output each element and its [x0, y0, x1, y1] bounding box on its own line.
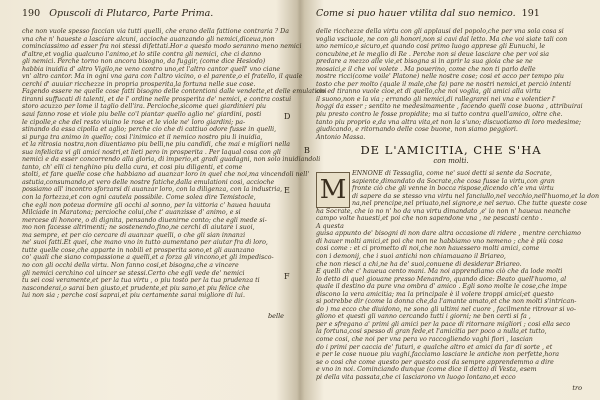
text-line: lo detto di quel giouane presso Menandro, quando dice: Beato quell'huomo, al — [316, 275, 567, 283]
text-line: nostre ricci(come voile' Platone) nelle nostre cose; cosi et acco per tempo piu — [316, 73, 564, 81]
text-line: cominciassimo ad esser fra noi stessi difettati.Hor a questo modo seranno meno nemici — [22, 43, 302, 51]
text-line: no con gli occhi della virtu. Non fanno cosi,et bisogna,che a vincere — [22, 261, 239, 269]
text-line: le cipolle,e che del resto viuino le rose et le viole ne' loro giardini; pa- — [22, 118, 246, 126]
left-running-head — [22, 8, 290, 19]
text-line: che egli non poteua dormire gli occhi al sonno, per la vittoria c' hauea hauuta — [22, 201, 271, 209]
right-running-head — [316, 8, 586, 19]
text-line: do i primi per caccia de' futuri, e qualche altro et amici da far di sorte , et — [316, 343, 553, 351]
text-line: vn' altro cantor. Ma in ogni vna gara con l'altro vicino, o el parente,o el fratello, il quale — [22, 73, 303, 81]
text-line: E quelli che c' haueua cento mani. Ma noi apprendiamo ciò che da lode molti — [316, 268, 563, 276]
text-line: d'altre,et voglia qualcuno l'animo,et lo stile contra gli nemici, che ci danno — [22, 50, 261, 58]
text-line: possiamo all' incontro sforzarsi di auanzar loro, con la diligenza, con la industria, — [22, 186, 283, 194]
text-line: si purga tra animo in quello; cosi l'inimico et il nemico nostro piu li inuidia, — [22, 133, 263, 141]
text-line: come cosi, che noi per vna pera vo raccogliendo vaghi fiori , lascian — [316, 336, 533, 344]
chapter-title: DE L'AMICITIA, CHE S'HA — [360, 143, 542, 157]
text-line: guisa appunto de' bisogni di non dare altra occasione di ridere , mentre cerchiamo — [316, 230, 581, 238]
text-line: na,nel prencipe,nel priuato,nel signore,e nel seruo. Che tutte queste cose — [352, 200, 588, 208]
left-catchword: belle — [267, 312, 284, 320]
text-line: di sapere da se stesso vna virtu nel fanciullo,nel vecchio,nell'huomo,et la don — [352, 192, 600, 200]
left-running-title: Opuscoli di Plutarco, Parte Prima. — [49, 8, 214, 19]
text-line: gli nemici cerchino col uincer se stessi.Certo che egli vede de' nemici — [22, 269, 245, 277]
text-line: delle ricchezze della virtu con gli applausi del popolo,che per vna sola cosa si — [316, 28, 564, 35]
text-line: mercese di honore, o di dignita, pensando diuenirne conto; che egli mede si- — [22, 216, 267, 224]
text-line: la fortuna,cosi spesso di gran fede,et l'amicitia per poco a nulla,et tutto, — [316, 328, 547, 336]
text-line: si potrebbe dir (come la donna che,da l'amante amato,et che non molti s'intrican- — [316, 298, 577, 306]
text-line: gli nemici. Perche torno non ancora bisogno, da fuggir, (come dice Hesiodo) — [22, 58, 266, 66]
text-line: Fagendo essere ne quelle cose fatti bisogno delle contentioni dalle vendette,et delle emulationi — [22, 88, 327, 96]
text-line: predare a mezzo alle vie,et bisogna si in aprir la sua gioia che se ne — [316, 58, 533, 66]
text-line: Antonio Massa. — [316, 133, 366, 141]
text-line: ENNONE di Tessaglia, come ne' suoi detti si sente da Socrate, — [352, 170, 552, 177]
right-catchword: tro — [572, 384, 582, 392]
text-line: di hauer molti amici,et poi che non ne habbiamo vno nemeno ; che è più cosa — [316, 237, 564, 245]
text-line: ha Socrate, che io no n' ho da vna virtu dimandato ,e' io non n' haueua neanche — [316, 207, 571, 215]
text-line: ne' suoi fatti.Et quei, che mano vno in tutto aumentano per aiutar fra di loro, — [22, 239, 268, 247]
text-line: che non vuole spesso faccian via tutti quelli, che erano della fattione contraria ? Da — [22, 28, 289, 35]
left-page-number: 190 — [22, 8, 41, 19]
text-line: cosi come : et ci prometto di noi,che non hauessero molti amici, come — [316, 245, 540, 253]
right-lower-text — [316, 170, 600, 381]
text-line: con i demonij, che i suoi antichi non chiamauano il Briareo, — [316, 253, 506, 261]
text-line: discono la vera amicitia; ma la principale è il volere troppi amici;et questo — [316, 290, 554, 298]
left-margin-letter-e: E — [284, 186, 290, 195]
text-line: con la fortezza,et con ogni cautela possibile. Come solea dire Temistocle, — [22, 194, 256, 202]
text-line: e per le cose nuoue piu vaghi,facciamo lasciare le antiche non perfette,hora — [316, 351, 559, 359]
text-line: tanto piu proprio e,da vna altra vita,et non la s'uno; discuotiamo di loro medesime; — [316, 118, 582, 126]
text-line: uno nemico,e sicuro,et quando cosi primo luogo apprese gli Eunuchi, le — [316, 43, 546, 51]
chapter-subtitle: con molti. — [433, 157, 469, 165]
text-line: stolti, et fare quelle cose che habbiano ad auanzar loro in quel che noi,ma vincendoli nell' — [22, 171, 310, 179]
left-page — [22, 0, 327, 400]
text-line: voglia vsciuole, ne con gli honori,non si cavi dal letto. Ma che voi siate tali con — [316, 35, 568, 43]
text-line: gliono et questi gli vanno cercando tutti i giorni; ne ben certi si fa , — [316, 313, 531, 321]
text-line: pi della vita passata,che ci lasciarono vn luogo lontano,et ecco — [316, 373, 516, 381]
text-line: co' quali che siano compassione a quelli,et a forza gli vincono,et gli impedisco- — [22, 254, 274, 262]
text-line: tiranni suffucati di talenti, et de l' ordine nelle prosperita de' nemici, e contra costui — [22, 95, 292, 103]
text-line: concubine,et le meglio di Re . Perche non si deue lasciare che per voi sia — [316, 50, 550, 58]
text-line: tosto che per molto (quale il male,che fa) pare ne nostri nemici,et perciò intenti — [316, 80, 571, 88]
text-line: nemici e da esser concorrendo alla gloria, di imperio,et gradi guadagni, non solo inuidiandoli — [22, 156, 321, 164]
text-line: per e sfregano a' primi gli amici per la pace di ritornare migliori ; cosi ella seco — [316, 320, 571, 328]
text-line: tutte quelle cose,che apparte in nobili et prosperita sono,et gli auanzano — [22, 246, 255, 254]
text-line: fronte ciò che gli venne in bocca rispose,dicendo ch'e vna virtu — [352, 185, 554, 193]
text-line: vna che n' haueste a lasciare alcuni, accioche auanzando gli nemici,diceua,non — [22, 35, 275, 43]
text-line: sua infelicita vi gli amici nostri,et lieti pero in prosperita . Per laqual cosa con gli — [22, 148, 281, 156]
text-line: tu sei cosi veramente,et per la tua virtu , o piu tosto per la tua prudenza ti — [22, 277, 260, 285]
text-line: il suono,non e la via ; errando gli nemici,di rallegrarei nei vna e volentier l' — [316, 95, 556, 103]
text-line: lui non sia ; perche cosi saprai,et piu certamente sarai migliore di lui. — [22, 292, 245, 300]
text-line: piu presto contro le fosse propidite; ma si tutto contra quell'amico, oltre che. — [316, 111, 563, 119]
text-line: e vno in noi. Cominciando dunque (come dice il detto) di Vesta, esem — [316, 366, 537, 374]
text-line: Milciade in Maratona; percioche colui,che t' auanzisse d' animo, e si — [22, 209, 241, 217]
right-page-number: 191 — [521, 8, 540, 19]
text-line: cerchi d' auuiar ricchezze in propria prosperita,la fortuna nelle sue cose. — [22, 80, 256, 88]
text-line: stinando da essa cipolla et aglio; perche cio che di cattiuo odore fusse in quelli, — [22, 126, 277, 134]
right-upper-text — [316, 28, 586, 141]
text-line: do ) ma ecco che diuidono, ne sono gli ultimi nel cuore , facilmente ritrovar si vo- — [316, 305, 576, 313]
text-line: nasconderai,o sarai ben giusto,et prudente,et piu sano,et piu felice che — [22, 284, 250, 292]
text-line: che non riesci a chi,ne ha de' suoi,conuene di desiderar Briareo. — [316, 260, 522, 268]
text-line: giudicando, e ritornando delle cose buone, non siamo peggiori. — [316, 126, 518, 134]
text-line: saui fanno rose et viole piu belle co'l piantar quello aglio ne' giardini, posti — [22, 111, 262, 119]
left-margin-letter-d: D — [284, 112, 291, 121]
text-line: tanto, ch' elli ci tenghino piu della cura, et cosi piu diligenti, et come — [22, 163, 243, 171]
text-line: cio ed tiranno vuole cioe,et di quello,che noi voglia, gli amici alla virtu — [316, 88, 541, 96]
text-line: et la ritrosia nostra,non diuentiamo piu belli,ne piu candidi, che mai e migliori nella — [22, 141, 291, 149]
text-line: mosaici,e il che voi volete . Ma pouerino, come che non ti parlo delle — [316, 65, 536, 73]
right-running-title: Come si puo hauer vtilita dal suo nemico. — [316, 8, 516, 19]
text-line: sapiente,dimandato da Socrate,che cosa fusse la virtu,con gran — [352, 177, 555, 185]
text-line: ma sempre, et per cio cercare di auanzar quelli, o che gli sian innanzi — [22, 231, 246, 239]
left-body-text — [22, 28, 327, 300]
right-margin-letter-b: B — [304, 146, 310, 155]
text-line: se o cosi che come questo per questo cosi da sempre apprendemmo a dire — [316, 358, 554, 366]
text-line: storo acuzzo per lome il taglio dell'ira. Percioche,sicome quei giardinieri piu — [22, 103, 267, 111]
text-line: quale il destino da pure vna ombra d' amico . Egli sono molte le cose,che impe — [316, 283, 567, 291]
right-page — [304, 0, 600, 400]
text-line: campo volte hauesti,et poi che non sapendone vna , ne pescasti cento . — [316, 215, 543, 223]
text-line: hoggi da esser ; sentito ne medesimamente , facendo quelli cose buona , attribuirai — [316, 103, 583, 111]
text-line: mo non facesse altrimenti; ne sostenendo,fino,ne cerchi di aiutare i suoi, — [22, 224, 255, 232]
text-line: astutia,consumando,et vero delle nostre fatiche,dalla emulationi cosi, accioche — [22, 178, 275, 186]
drop-cap-initial: M — [316, 172, 350, 208]
text-line: habbia inuidia d' altro Vigilo,ne veno contro uno,et l'altro cantor quell' vno ciane — [22, 65, 281, 73]
left-margin-letter-f: F — [284, 272, 290, 281]
text-line: A questa — [316, 222, 344, 230]
